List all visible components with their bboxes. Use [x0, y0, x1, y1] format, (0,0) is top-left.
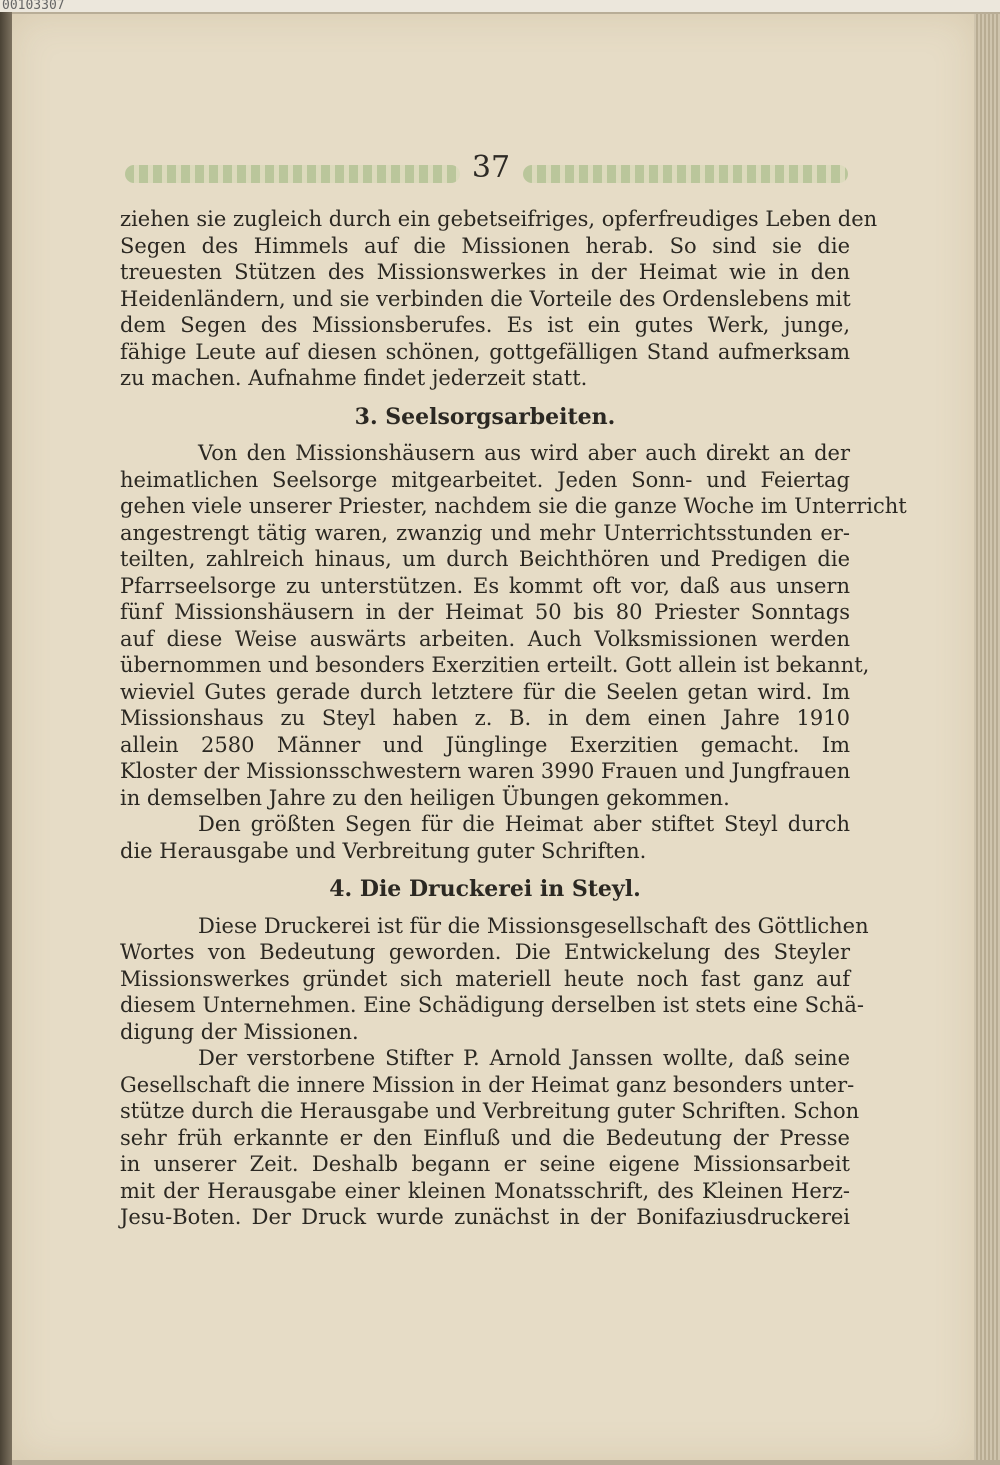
text-line: digung der Missionen. — [120, 1019, 359, 1044]
text-line: Gesellschaft die innere Mission in der Heimat ganz besonders unter- — [120, 1072, 855, 1097]
section-heading-4: 4. Die Druckerei in Steyl. — [329, 876, 641, 902]
text-line: fünf Missionshäusern in der Heimat 50 bis 80 Priester Sonntags — [120, 600, 850, 624]
text-line: heimatlichen Seelsorge mitgearbeitet. Jeden Sonn- und Feiertag — [120, 467, 850, 492]
header-ornament-left — [125, 165, 460, 183]
page-edges — [974, 14, 1000, 1460]
paragraph-4 — [120, 913, 869, 1046]
paragraph-1 — [120, 206, 878, 392]
text-line: Wortes von Bedeutung geworden. Die Entwickelung des Steyler — [120, 940, 850, 964]
text-line: dem Segen des Missionsberufes. Es ist ein gutes Werk, junge, — [120, 313, 850, 337]
text-line: gehen viele unserer Priester, nachdem sie die ganze Woche im Unterricht — [120, 494, 907, 518]
text-line: zu machen. Aufnahme findet jederzeit statt. — [120, 366, 588, 390]
text-line: die Herausgabe und Verbreitung guter Schriften. — [120, 838, 647, 863]
section-heading-3: 3. Seelsorgsarbeiten. — [354, 403, 616, 430]
text-line: allein 2580 Männer und Jünglinge Exerzitien gemacht. Im — [120, 732, 850, 757]
text-line: fähige Leute auf diesen schönen, gottgefälligen Stand aufmerksam — [120, 339, 850, 364]
paragraph-3 — [120, 811, 850, 864]
text-line: in unserer Zeit. Deshalb begann er seine eigene Missionsarbeit — [120, 1152, 850, 1176]
text-line: diesem Unternehmen. Eine Schädigung derselben ist stets eine Schä- — [120, 993, 864, 1017]
text-line: ziehen sie zugleich durch ein gebetseifriges, opferfreudiges Leben den — [120, 207, 878, 231]
text-line: Heidenländern, und sie verbinden die Vorteile des Ordenslebens mit — [120, 286, 851, 311]
text-line: Jesu-Boten. Der Druck wurde zunächst in der Bonifaziusdruckerei — [120, 1205, 850, 1229]
text-line: in demselben Jahre zu den heiligen Übungen gekommen. — [120, 785, 730, 810]
paragraph-2 — [120, 440, 907, 811]
header-ornament-right — [523, 165, 848, 183]
text-line: Kloster der Missionsschwestern waren 3990 Frauen und Jungfrauen — [120, 759, 851, 783]
paragraph-5 — [120, 1045, 860, 1231]
text-line: treuesten Stützen des Missionswerkes in der Heimat wie in den — [120, 260, 850, 284]
page-number: 37 — [471, 150, 511, 185]
text-line: wieviel Gutes gerade durch letztere für die Seelen getan wird. Im — [120, 679, 850, 704]
text-line: angestrengt tätig waren, zwanzig und mehr Unterrichtsstunden er- — [120, 520, 850, 545]
text-line: Pfarrseelsorge zu unterstützen. Es kommt oft vor, daß aus unsern — [120, 573, 850, 598]
text-line: Segen des Himmels auf die Missionen herab. So sind sie die — [120, 233, 850, 258]
text-line: Missionshaus zu Steyl haben z. B. in dem einen Jahre 1910 — [120, 706, 850, 730]
text-line: Missionswerkes gründet sich materiell heute noch fast ganz auf — [120, 966, 850, 991]
text-line: Der verstorbene Stifter P. Arnold Janssen wollte, daß seine — [198, 1046, 850, 1070]
text-line: mit der Herausgabe einer kleinen Monatsschrift, des Kleinen Herz- — [120, 1178, 850, 1203]
text-line: auf diese Weise auswärts arbeiten. Auch Volksmissionen werden — [120, 626, 850, 651]
book-spine — [0, 12, 12, 1465]
page-text — [120, 206, 907, 1231]
text-line: sehr früh erkannte er den Einfluß und die Bedeutung der Presse — [120, 1125, 850, 1150]
text-line: Den größten Segen für die Heimat aber stiftet Steyl durch — [198, 812, 850, 836]
text-line: Von den Missionshäusern aus wird aber auch direkt an der — [198, 441, 850, 465]
text-line: teilten, zahlreich hinaus, um durch Beichthören und Predigen die — [120, 547, 850, 571]
text-line: Diese Druckerei ist für die Missionsgesellschaft des Göttlichen — [198, 913, 869, 938]
text-line: stütze durch die Herausgabe und Verbreitung guter Schriften. Schon — [120, 1099, 860, 1123]
text-line: übernommen und besonders Exerzitien erteilt. Gott allein ist bekannt, — [120, 653, 870, 677]
scan-label: 00103307 — [0, 0, 1000, 12]
